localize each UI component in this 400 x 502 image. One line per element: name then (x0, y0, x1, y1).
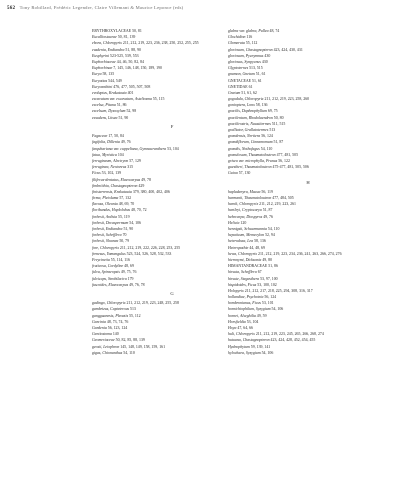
index-entry-pages: 54, 106 (260, 350, 274, 355)
index-entry-pages: 51, 61 (251, 78, 262, 83)
index-entry-name: frenesus, Yamangulus (92, 251, 126, 256)
index-entry-name: fuscoides, Elaeocarpus (92, 282, 129, 287)
index-entry-name: hirsuta, Schefflera (228, 270, 257, 275)
index-entry-pages: 56, 119 (260, 189, 273, 194)
index-entry-name: forbesii, Endiandra (92, 227, 123, 232)
index-entry-name: fatua, Myristica (92, 152, 117, 157)
index-entry-pages: 48, 69, 70 (117, 202, 135, 207)
index-entry-name: harolt, Chloropyrix (228, 202, 259, 207)
index-entry-name: Gentiostoma (92, 332, 112, 337)
index-entry-name: hylochaea, Syzygium (228, 350, 261, 355)
index-entry-name: fulvicaps, Strobilacira (92, 276, 127, 281)
index-entry-name: hepaticum, Memecylon (228, 233, 265, 238)
index-entry-pages: 51, 88, 90 (124, 47, 141, 52)
index-entry-name: grandis, Nothofagus (228, 146, 260, 151)
index-entry-name: gangguanesis, Pleoatis (92, 313, 129, 318)
index-entry-pages: 54, 110 (259, 146, 273, 151)
index-entry-name: hennigsii, Schuurmannia (228, 227, 267, 232)
index-entry-name: hewa, Chloropyrix (228, 251, 258, 256)
index-entry-name: evoluptus, Krakatauia (92, 90, 127, 95)
index-entry-name: firma, Pleioluma (92, 196, 119, 201)
index-entry-name: Guioa (228, 171, 238, 176)
index-entry-name: glabra var. glabra, Pullea (228, 29, 269, 33)
index-entry-pages: 56, 124 (260, 134, 273, 139)
index-entry-pages: 48, 73, 74, 76 (105, 319, 129, 324)
index-entry-pages: 58, 136 (254, 103, 268, 108)
index-entry-name: harmanii, Thaumatoloutron (228, 196, 272, 201)
index-entry-name: gracilis, Daphnophyllum (228, 109, 267, 114)
index-entry-name: heterodoxa, Lea (228, 239, 254, 244)
index-entry-name: Eurycanthini (92, 84, 113, 89)
index-entry-pages: 429 (137, 183, 145, 188)
index-entry-pages: 50, 80 (272, 115, 284, 120)
index-entry-pages: 423, 424, 430, 431 (272, 47, 303, 52)
index-entry-pages: 57, 132 (118, 196, 132, 201)
index-entry-pages: 104 (116, 152, 124, 157)
index-entry-pages: 53, 102, 139 (100, 171, 122, 176)
index-entry-name: gracilirostris, Naustitermes (228, 121, 271, 126)
index-entry-name: Eusphyrini (92, 53, 110, 58)
index-entry-pages: 51, 87 (261, 208, 273, 213)
index-entry-name: Glochidion (228, 35, 246, 40)
index-entry-pages: 58, 136 (253, 239, 266, 244)
index-entry-pages: 7, 145, 146, 148, 150, 189, 190 (112, 66, 162, 71)
index-entry-pages: 53, 104 (245, 319, 259, 324)
index-entry-pages: 513 (129, 307, 136, 312)
index-entry-pages: 50, 81, 139 (116, 35, 136, 40)
index-entry-pages: 48, 74 (268, 29, 280, 33)
index-entry-name: Freycinetia (92, 257, 110, 262)
index-entry-name: GNETIDAE (228, 84, 248, 89)
index-entry-name: gonioptera, Lonx (228, 103, 255, 108)
index-entry-pages: 57, 130 (237, 171, 251, 176)
index-entry-name: Fagaceae (92, 134, 108, 139)
index-entry (228, 350, 388, 356)
index-entry-pages: 49, 59 (255, 313, 267, 318)
index-entry-name: Glyptoternes (228, 66, 249, 71)
index-entry-name: granulosum, Thaumatoloutron (228, 152, 276, 157)
index-entry-pages: 430 (260, 59, 268, 64)
index-entry-pages: 179 (126, 276, 134, 281)
index-entry-name: gambrizus, Capteterous (92, 307, 130, 312)
index-entry-pages: 211, 212, 219, 223, 261 (258, 202, 296, 207)
index-entry-name: fore, Chloropyrix (92, 245, 119, 250)
index-entry-pages: 49, 76, 78 (128, 282, 145, 287)
index-entry-name: hollandiae, Psychotria (228, 295, 264, 300)
index-entry-name: Horsfieldia (228, 319, 246, 324)
index-entry-name: gnamon, Gnetum (228, 72, 255, 77)
index-entry-pages: 211, 212, 219, 223, 236, 238, 250, 252, 255, 255 (121, 41, 199, 46)
index-entry-name: Gardenia (92, 326, 107, 331)
index-entry-name: hornichiophilum, Syzygium (228, 307, 271, 312)
index-entry-pages: 211, 212, 219, 223, 248, 255, 258 (125, 301, 179, 306)
index-entry-pages: 55, 112 (244, 41, 258, 46)
index-entry-name: gigas, Chionanthus (92, 350, 123, 355)
index-entry-name: fulva, Spiraeopsis (92, 270, 120, 275)
index-entry-name: filiferus-dentatus, Elaeocarpus (92, 177, 141, 182)
index-entry-name: hispidoides, Ficus (228, 282, 257, 287)
index-entry-pages: 51, 86 (115, 103, 127, 108)
index-entry-name: forbesii, Decaspermum (92, 220, 129, 225)
index-entry-name: Euryattas (92, 78, 108, 83)
index-entry-pages: 49, 76 (119, 140, 131, 145)
index-entry-name: Euphorbiaceae (92, 59, 116, 64)
index-entry-pages: 513, 515 (248, 66, 263, 71)
index-entry-pages: 55, 114, 116 (109, 257, 130, 262)
index-entry-pages: 477, 481, 505 (275, 152, 299, 157)
index-entry-name: hartleyi, Cryptocarya (228, 208, 262, 213)
index-entry-pages: 56, 123, 124 (106, 326, 128, 331)
index-entry-pages: 67 (256, 270, 262, 275)
index-entry-name: Eurya (92, 72, 102, 77)
index-entry-pages: 59, 139, 141 (249, 344, 271, 349)
index-entry-pages: 53, 101 (260, 301, 274, 306)
index-entry-name: finisterrensis, Krakatauia (92, 189, 132, 194)
index-entry-name: fagifolia, Dillenia (92, 140, 120, 145)
index-entry-pages: 51, 90 (117, 115, 129, 120)
index-entry-pages: 513 (268, 128, 276, 132)
index-entry-pages: 211, 212, 219, 223, 258, 260 (263, 97, 310, 102)
index-entry-pages: 48, 69 (123, 264, 134, 269)
index-entry-name: gadingo, Chloropyrix (92, 301, 126, 306)
index-entry-pages: 50, 81 (131, 29, 142, 33)
index-entry-pages: 51, 61 (254, 72, 266, 77)
index-entry-pages: 50, 79 (118, 239, 130, 244)
index-entry-pages: 57, 129 (128, 158, 141, 163)
index-entry-pages: 476, 477, 505, 507, 508 (112, 84, 151, 89)
index-entry-pages: 48, 70, 72 (130, 208, 147, 213)
index-entry-name: ERYTHROXYLACEAE (92, 29, 132, 33)
index-entry-name: hornei, Alseghilia (228, 313, 256, 318)
index-entry-name: Gnetum (228, 90, 241, 95)
index-entry-pages: 51, 61, 62 (240, 90, 257, 95)
index-entry-pages: 70 (121, 233, 127, 238)
index-entry-pages: 51, 90 (122, 227, 134, 232)
index-entry-pages: 544, 549 (107, 78, 122, 83)
index-entry-pages: 49, 80 (261, 257, 273, 262)
index-entry-pages: 379, 380, 400, 402, 406 (131, 189, 170, 194)
index-entry-pages: 49, 78 (140, 177, 151, 182)
index-entry-pages: 430 (263, 53, 271, 58)
index-entry-name: grandiflorum, Cinnamomum (228, 140, 273, 145)
index-entry-pages: 140 (111, 332, 119, 337)
index-entry-pages: 315 (126, 165, 134, 170)
index-entry-name: hieronymi, Dicksonia (228, 257, 262, 262)
index-entry-pages: 145, 148, 149, 158, 159, 161 (119, 344, 166, 349)
index-entry-name: excelsum, Dysoxylum (92, 109, 126, 114)
index-entry-name: GNETACEAE (228, 78, 252, 83)
index-entry-pages: 55, 112 (128, 313, 141, 318)
index-entry-name: hirsute, Stegasthera (228, 276, 260, 281)
index-entry-name: geosii, Leiophron (92, 344, 120, 349)
index-entry-pages: 49, 75, 76 (119, 270, 137, 275)
index-entry-pages: 53, 97, 100 (259, 276, 278, 281)
index-entry-name: hombronianus, Ficus (228, 301, 261, 306)
index-entry-name: gloriosum, Chastagnopteron (228, 47, 273, 52)
index-entry-name: Holopyrix (228, 288, 244, 293)
index-entry-pages: 44, 48, 69 (248, 245, 265, 250)
index-entry-pages: 51, 86 (267, 264, 278, 269)
index-entry-name: hutuana, Chastagnopteron (228, 338, 270, 343)
index-entry-pages: 523, 524, 526, 528, 532, 533 (125, 251, 172, 256)
index-entry-pages: 51, 87 (272, 140, 284, 145)
index-entry-pages: 54, 110 (122, 350, 135, 355)
index-entry-name: Hydnophytum (228, 344, 250, 349)
index-section-letter: F (170, 123, 174, 129)
index-entry-name: Heteropathie (228, 245, 249, 250)
index-entry-name: Helicia (228, 220, 240, 225)
index-entry-name: gralliator, Grallatotermes (228, 128, 269, 132)
index-entry-name: ferruginea, Neotoreus (92, 165, 127, 170)
index-entry-pages: 54, 106 (128, 220, 141, 225)
index-entry-pages: 116 (245, 35, 253, 40)
index-entry-name: HIMANTANDRACEAE (228, 264, 268, 269)
index-entry-pages: 50, 82, 85, 88, 139 (114, 338, 145, 343)
index-entry-name: grisea var. microphylla, Prunus (228, 158, 278, 163)
index-entry-name: flavosa, Oleania (92, 202, 118, 207)
index-entry-pages: 211, 212, 217, 218, 225, 294, 308, 316, 317 (243, 288, 313, 293)
index-entry-pages: 53, 100, 102 (256, 282, 277, 287)
index-entry-pages: 55, 115 (151, 97, 165, 102)
index-entry-name: farquhariana var. cuppeliana, Gymnacranthera (92, 146, 167, 151)
index-entry-pages: 58, 135 (101, 72, 115, 77)
index-entry-name: excavatum var. excavatum, Asteliosma (92, 97, 152, 102)
index-entry-pages: 56, 122 (277, 158, 290, 163)
index-entry-pages: 511, 515 (270, 121, 286, 126)
index-entry-name: gloriosus, Synpycnus (228, 59, 261, 64)
index-entry-pages: 56, 124 (263, 295, 277, 300)
index-entry-pages: 49, 76 (262, 214, 273, 219)
running-title: Tony Robillard, Frédéric Legendre, Claire Villemant & Maurice Leponce (eds) (19, 5, 184, 10)
index-entry-name: excelsa, Pitana (92, 103, 116, 108)
index-entry-name: hebecarpa, Diospyros (228, 214, 263, 219)
index-entry-name: Glomerata (228, 41, 245, 46)
index-entry-name: forbesii, Schefflera (92, 233, 122, 238)
index-entry-name: floribundus, Haplolobus (92, 208, 131, 213)
index-entry-name: gracilentum, Rhodolaendron (228, 115, 273, 120)
index-entry-name: fruticosa, Cordyline (92, 264, 124, 269)
running-header (7, 5, 393, 15)
index-entry-name: Euphorbinae (92, 66, 113, 71)
index-entry-name: Hoya (228, 326, 237, 331)
index-column-right (228, 28, 388, 356)
index-entry-name: fimbriithia, Chastagnopteron (92, 183, 138, 188)
index-entry-pages: 54, 110 (266, 227, 280, 232)
index-entry-pages: 61 (247, 84, 253, 89)
index-entry-pages: 401 (126, 90, 134, 95)
index-entry-name: guestheri, Thaumatoloutron (228, 165, 272, 170)
index-entry-name: Garcinia (92, 319, 106, 324)
index-entry-pages: 55, 119 (117, 214, 130, 219)
index-entry-name: hapladenyra, Macua (228, 189, 261, 194)
index-entry-name: forbesii, Sloanea (92, 239, 119, 244)
index-entry-pages: 52, 94 (264, 233, 275, 238)
index-entry-pages: 52, 98 (125, 109, 137, 114)
index-entry-pages: 69, 75 (266, 109, 278, 114)
index-section-letter: G (170, 290, 174, 296)
index-entry-pages: 44, 46, 50, 82, 84 (115, 59, 144, 64)
index-entry-name: gogodala, Chloropyrix (228, 97, 264, 102)
index-entry-pages: 475-477, 481, 505, 506 (271, 165, 309, 170)
index-entry-pages: 47, 64, 66 (236, 326, 253, 331)
index-entry-name: eusdenia, Endiandra (92, 47, 125, 52)
index-entry-pages: 54, 106 (270, 307, 284, 312)
index-entry-pages: 211, 212, 219, 223, 245, 265, 266, 268, 274 (254, 332, 324, 337)
index-entry-name: Eucalliostaceae (92, 35, 117, 40)
page-number: 562 (7, 6, 16, 11)
index-entry-name: Ficus (92, 171, 101, 176)
index-entry-name: ferrugineum, Alectryon (92, 158, 129, 163)
index-entry-name: exsudens, Litsea (92, 115, 118, 120)
index-section-letter: H (306, 179, 310, 185)
index-entry-name: ebora, Chloropyrix (92, 41, 122, 46)
index-entry-pages: 17, 50, 84 (107, 134, 124, 139)
index-entry-pages: 211, 212, 219, 222, 226, 228, 253, 255 (118, 245, 181, 250)
index-entry-pages: 423, 424, 428, 452, 454, 455 (269, 338, 316, 343)
index-entry-name: grandensis, Nertiera (228, 134, 261, 139)
index-entry-pages: 477, 484, 505 (271, 196, 294, 201)
index-entry-pages: 523-525, 539, 553 (109, 53, 139, 58)
index-entry-name: forbesii, Ardisia (92, 214, 118, 219)
index-entry-pages: 120 (239, 220, 247, 225)
index-entry-name: Geomeriaceae (92, 338, 115, 343)
index-entry-pages: 211, 212, 219, 223, 234, 236, 241, 263, 266, 274, 276 (257, 251, 342, 256)
index-entry-pages: 53, 104 (166, 146, 179, 151)
index-entry-name: huli, Chloropyrix (228, 332, 255, 337)
index-entry-name: gloriosum, Pycnymnus (228, 53, 264, 58)
